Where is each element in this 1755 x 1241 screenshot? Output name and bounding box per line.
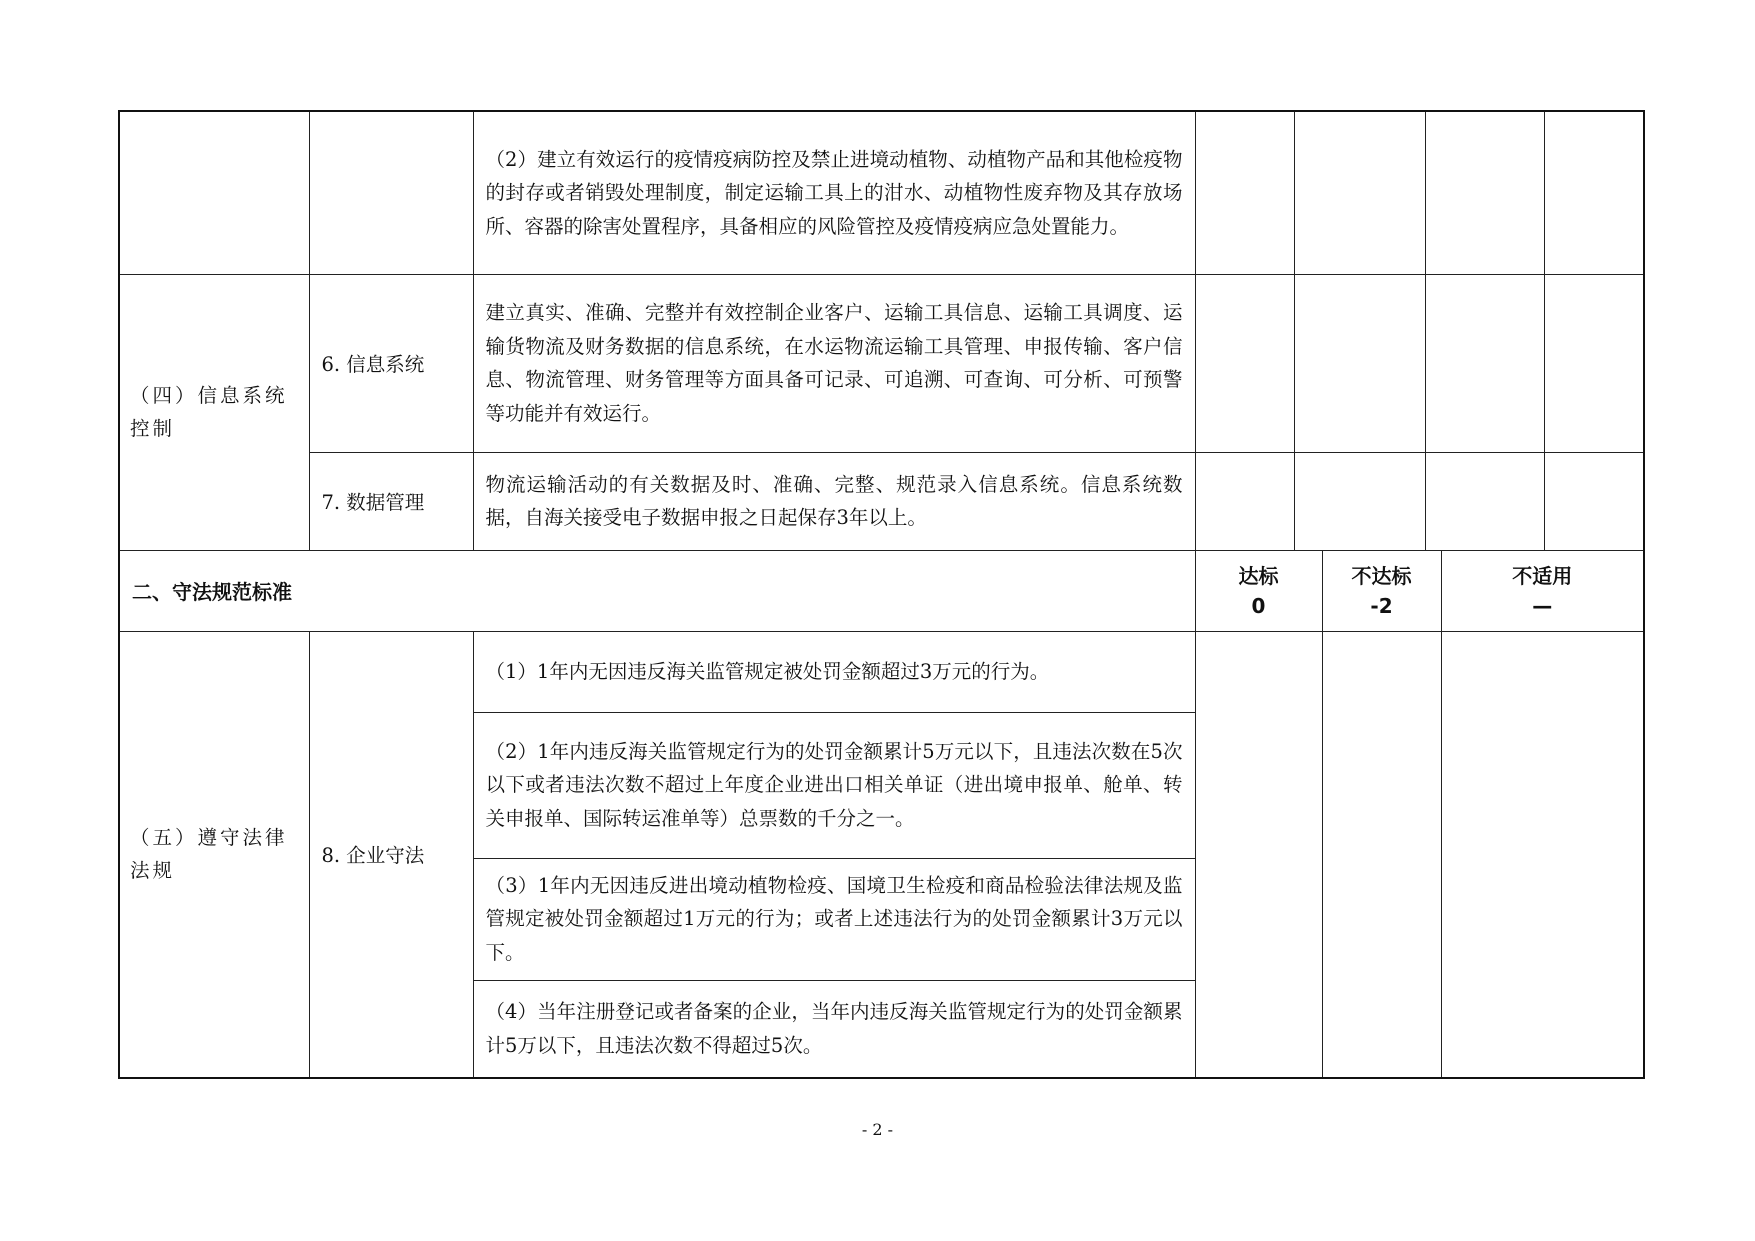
fail-label: 不达标 [1351, 563, 1412, 588]
standard-text: （1）1年内无因违反海关监管规定被处罚金额超过3万元的行为。 [485, 659, 1050, 683]
score-cell [1425, 452, 1544, 550]
score-cell [1294, 452, 1425, 550]
standard-text: 建立真实、准确、完整并有效控制企业客户、运输工具信息、运输工具调度、运输货物流及财务数据的信息系统，在水运物流运输工具管理、申报传输、客户信息、物流管理、财务管理等方面具备可记录、可追溯、可查询、可分析、可预警等功能并有效运行。 [485, 301, 1183, 425]
na-score: — [1532, 593, 1553, 618]
indicator-cell [309, 111, 473, 274]
indicator-cell [309, 452, 473, 550]
score-cell [1544, 452, 1644, 550]
pass-label: 达标 [1238, 563, 1279, 588]
score-cell [1544, 111, 1644, 274]
fail-score: -2 [1370, 593, 1393, 618]
standard-cell [473, 712, 1195, 858]
standard-cell [473, 274, 1195, 452]
standard-text: （4）当年注册登记或者备案的企业，当年内违反海关监管规定行为的处罚金额累计5万以下，且违法次数不得超过5次。 [485, 1000, 1183, 1057]
category-cell [119, 274, 309, 550]
na-label: 不适用 [1512, 563, 1573, 588]
standard-text: 物流运输活动的有关数据及时、准确、完整、规范录入信息系统。信息系统数据，自海关接受电子数据申报之日起保存3年以上。 [485, 472, 1183, 529]
indicator-cell [309, 631, 473, 1078]
standard-cell [473, 858, 1195, 980]
pass-score: 0 [1251, 593, 1266, 618]
standards-table [118, 110, 1645, 1079]
table-row [119, 631, 1644, 712]
category-cell [119, 111, 309, 274]
score-cell [1195, 274, 1294, 452]
score-cell [1322, 631, 1441, 1078]
indicator-cell [309, 274, 473, 452]
section-title: 二、守法规范标准 [132, 580, 292, 604]
standard-text: （2）建立有效运行的疫情疫病防控及禁止进境动植物、动植物产品和其他检疫物的封存或者销毁处理制度，制定运输工具上的泔水、动植物性废弃物及其存放场所、容器的除害处置程序，具备相应的风险管控及疫情疫病应急处置能力。 [485, 147, 1183, 238]
standard-cell [473, 111, 1195, 274]
table-row [119, 111, 1644, 274]
na-header [1441, 550, 1644, 631]
score-cell [1544, 274, 1644, 452]
indicator-label: 8. 企业守法 [321, 844, 425, 868]
standard-cell [473, 631, 1195, 712]
standard-text: （2）1年内违反海关监管规定行为的处罚金额累计5万元以下，且违法次数在5次以下或者违法次数不超过上年度企业进出口相关单证（进出境申报单、舱单、转关申报单、国际转运准单等）总票数的千分之一。 [485, 739, 1183, 830]
score-cell [1425, 274, 1544, 452]
score-cell [1195, 452, 1294, 550]
table-row [119, 274, 1644, 452]
section-title-cell [119, 550, 1195, 631]
pass-header [1195, 550, 1322, 631]
score-cell [1441, 631, 1644, 1078]
indicator-label: 7. 数据管理 [321, 491, 425, 514]
standard-cell [473, 452, 1195, 550]
table-row [119, 452, 1644, 550]
score-cell [1195, 631, 1322, 1078]
standard-text: （3）1年内无因违反进出境动植物检疫、国境卫生检疫和商品检验法律法规及监管规定被处罚金额超过1万元的行为；或者上述违法行为的处罚金额累计3万元以下。 [485, 873, 1183, 964]
section-header-row [119, 550, 1644, 631]
category-label: （四）信息系统控制 [130, 384, 288, 440]
category-label: （五）遵守法律法规 [130, 826, 288, 883]
score-cell [1425, 111, 1544, 274]
category-cell [119, 631, 309, 1078]
score-cell [1294, 274, 1425, 452]
score-cell [1294, 111, 1425, 274]
standard-cell [473, 980, 1195, 1078]
fail-header [1322, 550, 1441, 631]
page-number: - 2 - [861, 1120, 894, 1139]
score-cell [1195, 111, 1294, 274]
indicator-label: 6. 信息系统 [321, 353, 425, 376]
